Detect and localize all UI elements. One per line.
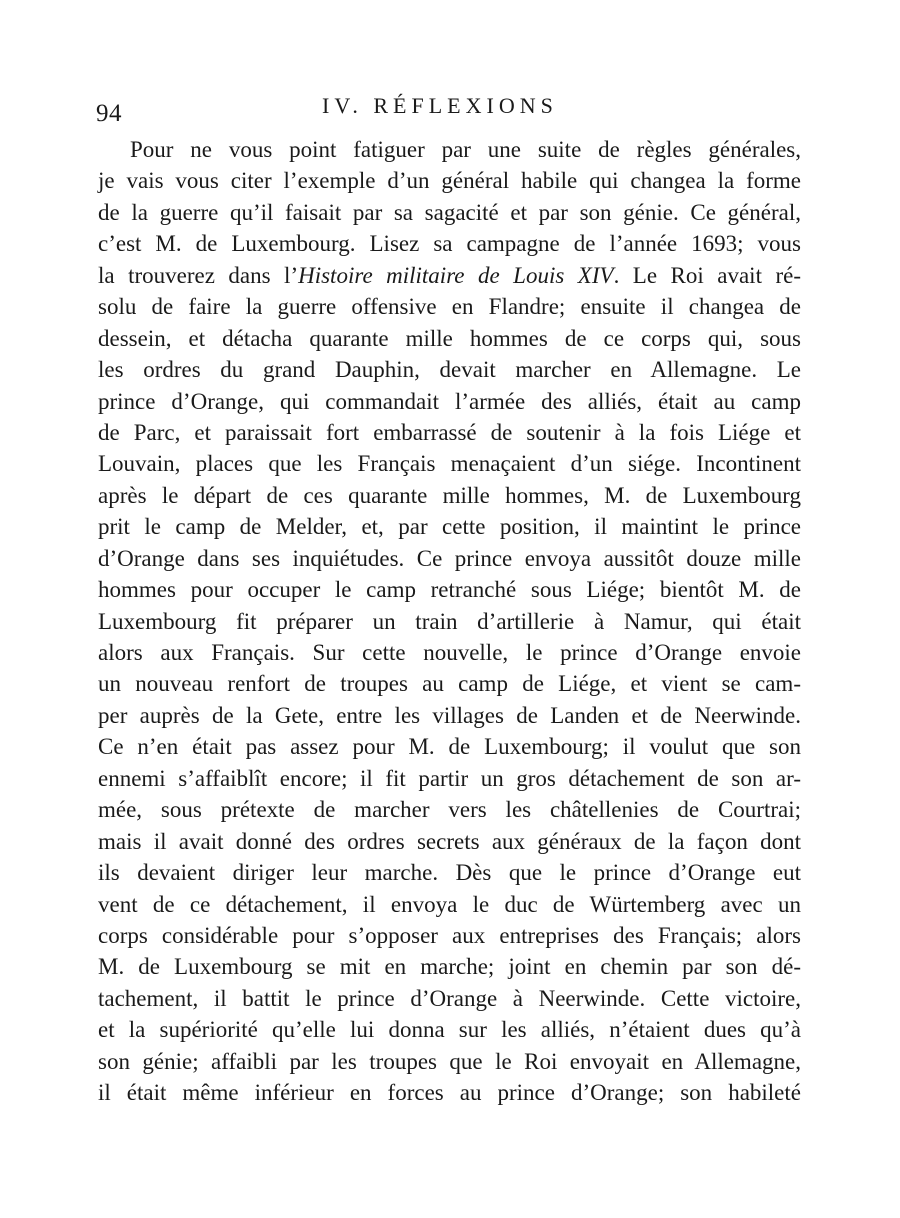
page-number: 94 (96, 100, 122, 127)
text-line: Luxembourg fit préparer un train d’artillerie à Namur, qui était (98, 608, 801, 634)
text-line: corps considérable pour s’opposer aux entreprises des Français; alors (98, 922, 801, 948)
text-line: de la guerre qu’il faisait par sa sagacité et par son génie. Ce général, (98, 199, 801, 225)
text-line-with-title (98, 260, 801, 291)
text-line: après le départ de ces quarante mille hommes, M. de Luxembourg (98, 482, 801, 508)
text-line: mée, sous prétexte de marcher vers les châtellenies de Courtrai; (98, 797, 801, 823)
text-line: un nouveau renfort de troupes au camp de Liége, et vient se cam- (98, 671, 801, 697)
text-line: vent de ce détachement, il envoya le duc de Würtemberg avec un (98, 891, 801, 917)
text-line: prince d’Orange, qui commandait l’armée des alliés, était au camp (98, 388, 801, 414)
text-line: per auprès de la Gete, entre les villages de Landen et de Neerwinde. (98, 702, 801, 728)
text-line: d’Orange dans ses inquiétudes. Ce prince envoya aussitôt douze mille (98, 545, 801, 571)
line-text-after: . Le Roi avait ré- (613, 262, 801, 288)
text-line: je vais vous citer l’exemple d’un général habile qui changea la forme (98, 168, 801, 194)
body-paragraph (98, 134, 801, 1109)
italic-book-title: Histoire militaire de Louis XIV (298, 262, 614, 288)
text-line: hommes pour occuper le camp retranché sous Liége; bientôt M. de (98, 577, 801, 603)
text-line: il était même inférieur en forces au prince d’Orange; son habileté (98, 1080, 801, 1106)
text-line: Louvain, places que les Français menaçaient d’un siége. Incontinent (98, 451, 801, 477)
text-line: et la supériorité qu’elle lui donna sur les alliés, n’étaient dues qu’à (98, 1017, 801, 1043)
text-line: prit le camp de Melder, et, par cette position, il maintint le prince (98, 514, 801, 540)
running-head: IV. RÉFLEXIONS (322, 93, 558, 118)
text-line: ennemi s’affaiblît encore; il fit partir un gros détachement de son ar- (98, 765, 801, 791)
text-line: alors aux Français. Sur cette nouvelle, le prince d’Orange envoie (98, 640, 801, 665)
text-line: dessein, et détacha quarante mille hommes de ce corps qui, sous (98, 325, 801, 351)
text-line: les ordres du grand Dauphin, devait marcher en Allemagne. Le (98, 357, 801, 383)
text-line: Pour ne vous point fatiguer par une suite de règles générales, (130, 137, 801, 162)
text-line: solu de faire la guerre offensive en Flandre; ensuite il changea de (98, 294, 801, 320)
text-line: M. de Luxembourg se mit en marche; joint en chemin par son dé- (98, 954, 801, 980)
text-line: tachement, il battit le prince d’Orange à Neerwinde. Cette victoire, (98, 985, 801, 1011)
text-line: mais il avait donné des ordres secrets aux généraux de la façon dont (98, 828, 801, 854)
text-line: de Parc, et paraissait fort embarrassé de soutenir à la fois Liége et (98, 419, 801, 445)
text-line: c’est M. de Luxembourg. Lisez sa campagne de l’année 1693; vous (98, 231, 801, 257)
line-text-before: la trouverez dans l’ (98, 262, 299, 288)
text-line: ils devaient diriger leur marche. Dès que le prince d’Orange eut (98, 860, 801, 886)
text-line: son génie; affaibli par les troupes que le Roi envoyait en Allemagne, (98, 1048, 801, 1074)
text-line: Ce n’en était pas assez pour M. de Luxembourg; il voulut que son (98, 734, 801, 760)
